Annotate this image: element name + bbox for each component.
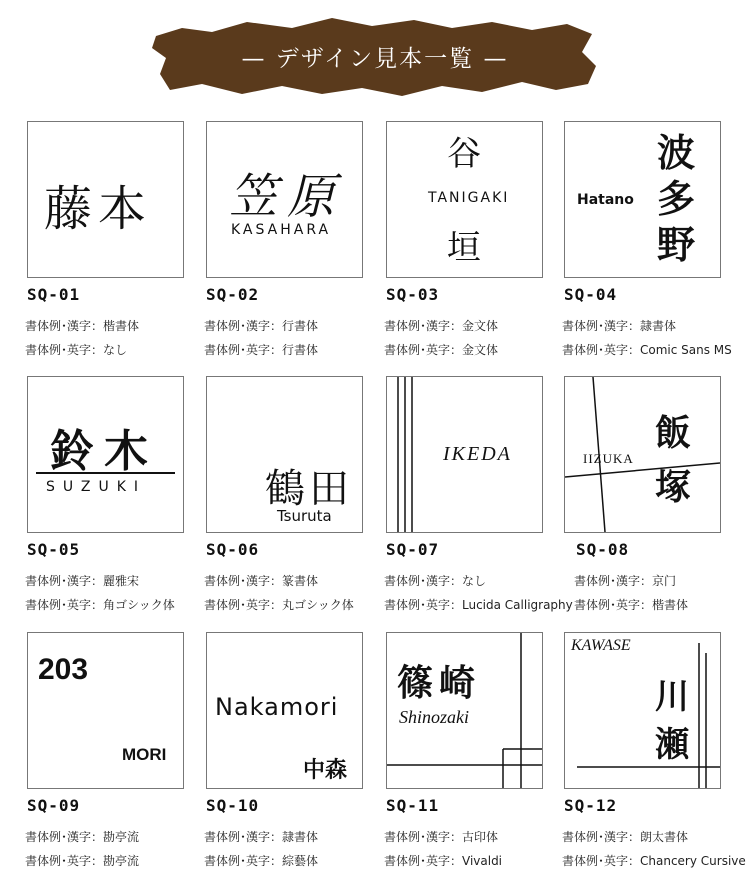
nameplate-tile [27,121,184,278]
english-font-label: 書体例･英字：Lucida Calligraphy [384,598,573,612]
nameplate-tile [27,632,184,789]
nameplate-tile [564,376,721,533]
kanji-font-label: 書体例･漢字：なし [384,574,487,588]
nameplate-tile [386,121,543,278]
sample-code: SQ-03 [386,285,440,304]
english-name: IKEDA [443,443,512,465]
english-font-label: 書体例･英字：Vivaldi [384,854,503,868]
sample-code: SQ-02 [206,285,260,304]
section-banner [152,14,598,98]
kanji-font-label: 書体例･漢字：隷書体 [204,830,319,844]
english-font-label: 書体例･英字：Comic Sans MS [562,343,732,357]
english-font-label: 書体例･英字：金文体 [384,343,499,357]
english-font-label: 書体例･英字：Chancery Cursive [562,854,746,868]
kanji-font-label: 書体例･漢字：古印体 [384,830,499,844]
sample-code: SQ-11 [386,796,440,815]
sample-code: SQ-04 [564,285,618,304]
kanji-name: 鶴田 [265,466,353,512]
sample-code: SQ-06 [206,540,260,559]
english-name: TANIGAKI [428,190,510,206]
nameplate-tile [27,376,184,533]
english-font-label: 書体例･英字：楷書体 [574,598,689,612]
room-number: 203 [38,653,89,686]
english-name: SUZUKI [46,479,147,495]
sample-code: SQ-12 [564,796,618,815]
kanji-font-label: 書体例･漢字：楷書体 [25,319,140,333]
english-font-label: 書体例･英字：綜藝体 [204,854,319,868]
corner-rule-lines [565,633,720,788]
english-name: Tsuruta [277,507,332,525]
english-name: KASAHARA [231,222,332,238]
nameplate-tile [206,376,363,533]
kanji-font-label: 書体例･漢字：金文体 [384,319,499,333]
kanji-name: 笠原 [229,169,346,225]
kanji-font-label: 書体例･漢字：勘亭流 [25,830,140,844]
nameplate-tile [206,121,363,278]
english-font-label: 書体例･英字：勘亭流 [25,854,140,868]
divider-line [28,377,183,532]
sample-code: SQ-10 [206,796,260,815]
kanji-font-label: 書体例･漢字：京门 [574,574,677,588]
sample-code: SQ-09 [27,796,81,815]
kanji-font-label: 書体例･漢字：麗雅宋 [25,574,140,588]
english-font-label: 書体例･英字：丸ゴシック体 [204,598,354,612]
english-name: Nakamori [215,693,339,721]
english-name: Hatano [577,192,634,208]
kanji-line-2: 塚 [655,466,692,508]
kanji-name: 藤本 [44,181,153,237]
kanji-name: 中森 [303,758,348,783]
kanji-name: 篠崎 [397,662,482,704]
sample-code: SQ-08 [576,540,630,559]
nameplate-tile [564,632,721,789]
kanji-line-1: 飯 [655,412,692,454]
nameplate-tile [386,632,543,789]
english-name: KAWASE [571,637,631,654]
nameplate-tile [564,121,721,278]
english-font-label: 書体例･英字：行書体 [204,343,319,357]
english-name: Shinozaki [399,707,469,727]
kanji-font-label: 書体例･漢字：篆書体 [204,574,319,588]
english-font-label: 書体例･英字：なし [25,343,128,357]
kanji-bottom: 垣 [447,228,481,268]
sample-code: SQ-05 [27,540,81,559]
banner-title: — デザイン見本一覧 — [241,45,509,72]
kanji-line-2: 多 [657,176,696,221]
kanji-line-2: 瀬 [655,725,689,765]
english-name: IIZUKA [583,451,634,466]
kanji-line-1: 波 [657,130,696,175]
sample-code: SQ-01 [27,285,81,304]
kanji-font-label: 書体例･漢字：隷書体 [562,319,677,333]
kanji-top: 谷 [447,134,481,174]
english-font-label: 書体例･英字：角ゴシック体 [25,598,175,612]
kanji-line-1: 川 [655,677,689,717]
kanji-name: 鈴木 [50,426,158,477]
kanji-font-label: 書体例･漢字：朗太書体 [562,830,689,844]
nameplate-tile [386,376,543,533]
kanji-font-label: 書体例･漢字：行書体 [204,319,319,333]
nameplate-tile [206,632,363,789]
english-name: MORI [122,745,167,764]
kanji-line-3: 野 [657,222,696,267]
sample-code: SQ-07 [386,540,440,559]
